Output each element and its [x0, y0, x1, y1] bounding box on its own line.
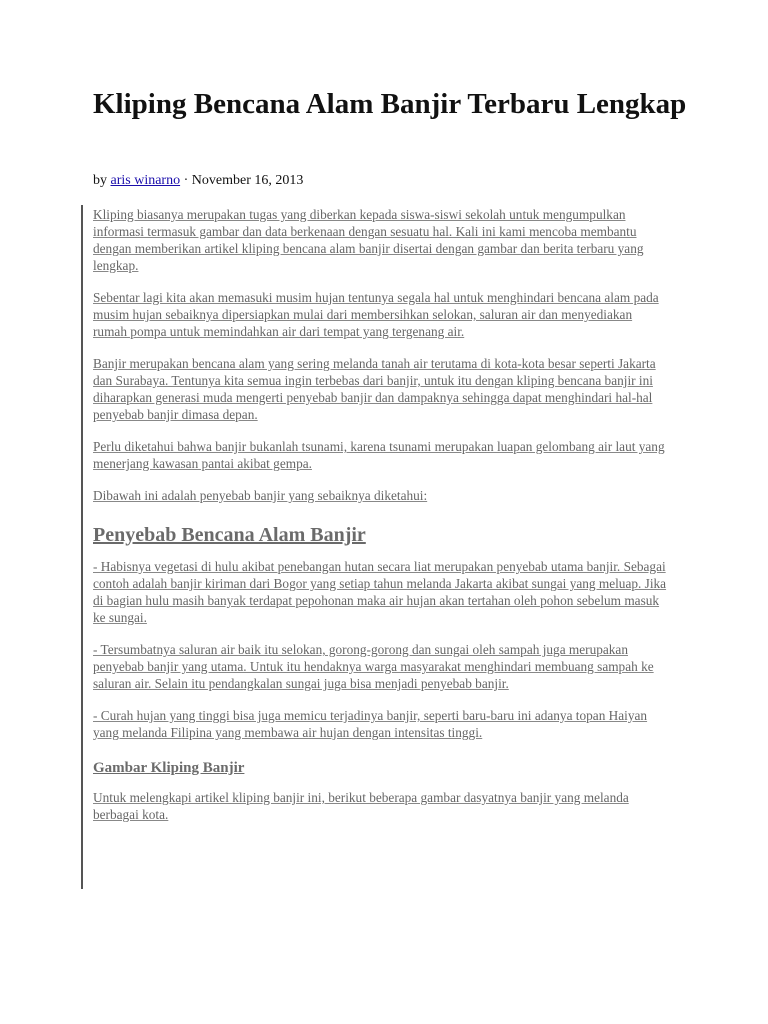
- cause-item[interactable]: - Tersumbatnya saluran air baik itu selokan, gorong-gorong dan sungai oleh sampah juga merupakan penyebab banjir yang utama. Untuk itu hendaknya warga masyarakat menghindari membuang sampah ke saluran air. Selain itu pendangkalan sungai juga bisa menjadi penyebab banjir.: [93, 642, 654, 691]
- images-paragraph[interactable]: Untuk melengkapi artikel kliping banjir ini, berikut beberapa gambar dasyatnya banjir yang melanda berbagai kota.: [93, 790, 629, 822]
- byline-separator: ·: [180, 173, 192, 188]
- article-title: Kliping Bencana Alam Banjir Terbaru Lengkap: [93, 88, 687, 120]
- causes-heading[interactable]: Penyebab Bencana Alam Banjir: [93, 524, 366, 546]
- intro-paragraph[interactable]: Banjir merupakan bencana alam yang sering melanda tanah air terutama di kota-kota besar seperti Jakarta dan Surabaya. Tentunya kita semua ingin terbebas dari banjir, untuk itu dengan kliping bencana banjir ini diharapkan generasi muda mengerti penyebab banjir dan dampaknya sehingga dapat menghindari hal-hal penyebab banjir dimasa depan.: [93, 356, 656, 422]
- intro-paragraph[interactable]: Perlu diketahui bahwa banjir bukanlah tsunami, karena tsunami merupakan luapan gelombang air laut yang menerjang kawasan pantai akibat gempa.: [93, 439, 665, 471]
- images-heading[interactable]: Gambar Kliping Banjir: [93, 760, 245, 776]
- article-byline: [93, 172, 303, 190]
- intro-paragraph[interactable]: Dibawah ini adalah penyebab banjir yang sebaiknya diketahui:: [93, 488, 428, 503]
- publish-date: November 16, 2013: [191, 173, 304, 188]
- cause-item[interactable]: - Habisnya vegetasi di hulu akibat penebangan hutan secara liat merupakan penyebab utama banjir. Sebagai contoh adalah banjir kiriman dari Bogor yang setiap tahun melanda Jakarta akibat sungai yang meluap. Jika di bagian hulu masih banyak terdapat pepohonan maka air hujan akan tertahan oleh pohon sebelum masuk ke sungai.: [93, 559, 667, 625]
- article-body: [93, 206, 669, 823]
- byline-prefix: by: [93, 173, 111, 188]
- cause-item[interactable]: - Curah hujan yang tinggi bisa juga memicu terjadinya banjir, seperti baru-baru ini adanya topan Haiyan yang melanda Filipina yang membawa air hujan dengan intensitas tinggi.: [93, 708, 648, 740]
- intro-paragraph[interactable]: Sebentar lagi kita akan memasuki musim hujan tentunya segala hal untuk menghindari bencana alam pada musim hujan sebaiknya dipersiapkan mulai dari membersihkan selokan, saluran air dan menyediakan rumah pompa untuk memindahkan air dari tempat yang tergenang air.: [93, 290, 659, 339]
- intro-paragraph[interactable]: Kliping biasanya merupakan tugas yang diberkan kepada siswa-siswi sekolah untuk mengumpulkan informasi termasuk gambar dan data berkenaan dengan sesuatu hal. Kali ini kami mencoba membantu dengan memberikan artikel kliping bencana alam banjir disertai dengan gambar dan berita terbaru yang lengkap.: [93, 207, 644, 273]
- quote-rule: [81, 205, 83, 889]
- author-link[interactable]: aris winarno: [110, 173, 181, 188]
